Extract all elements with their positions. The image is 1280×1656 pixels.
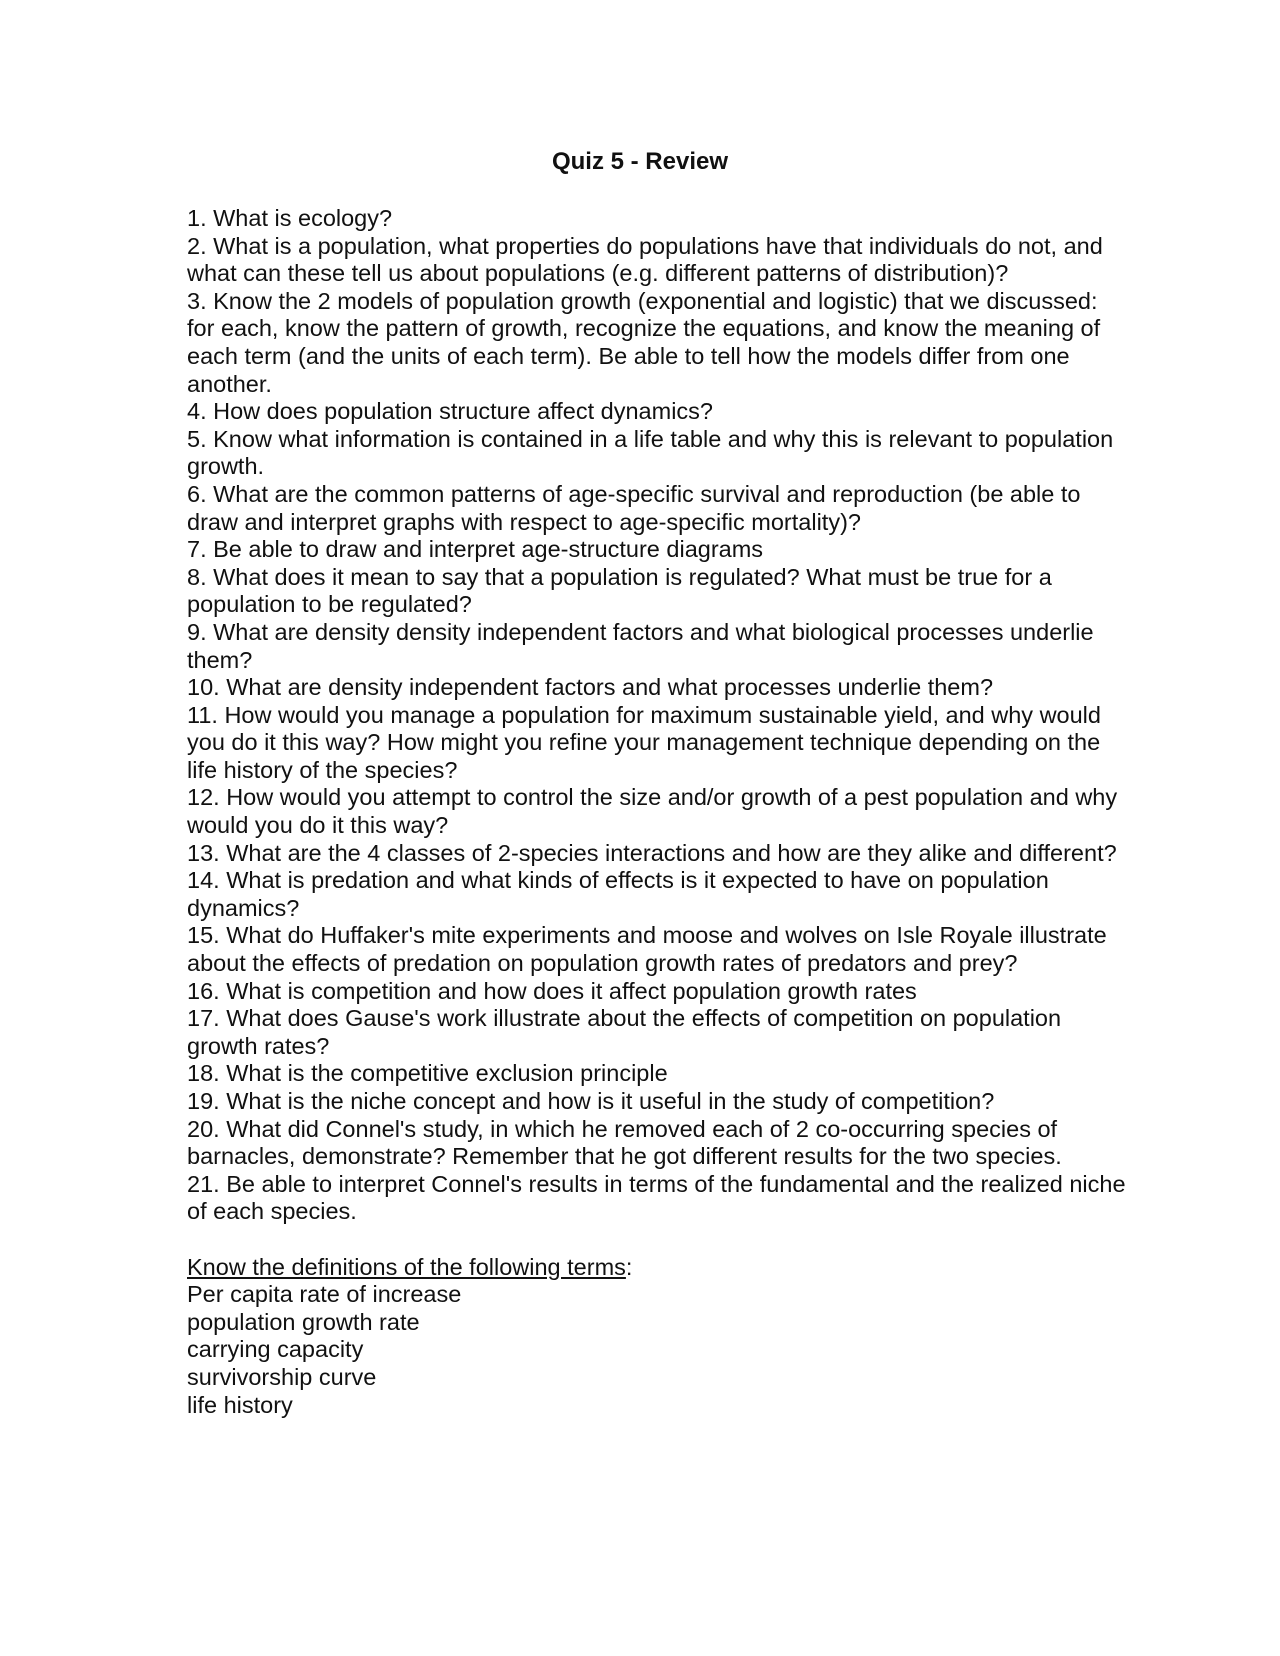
page-title: Quiz 5 - Review — [551, 148, 729, 175]
question-item: 9. What are density density independent factors and what biological processes underlie them? — [187, 618, 1094, 673]
question-item: 12. How would you attempt to control the size and/or growth of a pest population and why would you do it this way? — [187, 784, 1118, 839]
question-item: 15. What do Huffaker's mite experiments and moose and wolves on Isle Royale illustrate about the effects of predation on population growth rates of predators and prey? — [187, 922, 1107, 977]
question-list — [187, 205, 1127, 1419]
term-item: Per capita rate of increase — [187, 1281, 462, 1308]
question-item: 11. How would you manage a population for maximum sustainable yield, and why would you do it this way? How might you refine your management technique depending on the life history of the species? — [187, 701, 1101, 783]
question-item: 2. What is a population, what properties do populations have that individuals do not, and what can these tell us about populations (e.g. different patterns of distribution)? — [187, 232, 1103, 287]
question-item: 19. What is the niche concept and how is it useful in the study of competition? — [187, 1088, 995, 1114]
terms-heading-text: Know the definitions of the following terms — [187, 1253, 626, 1280]
question-item: 18. What is the competitive exclusion principle — [187, 1060, 668, 1087]
term-item: population growth rate — [187, 1308, 420, 1335]
question-item: 10. What are density independent factors and what processes underlie them? — [187, 674, 994, 701]
question-item: 8. What does it mean to say that a population is regulated? What must be true for a population to be regulated? — [187, 563, 1052, 618]
question-item: 1. What is ecology? — [187, 205, 393, 231]
question-item: 7. Be able to draw and interpret age-structure diagrams — [187, 536, 764, 563]
question-item: 4. How does population structure affect dynamics? — [187, 398, 713, 425]
section-spacer — [187, 1226, 1127, 1254]
terms-heading-colon: : — [625, 1253, 633, 1280]
term-item: life history — [187, 1391, 293, 1418]
question-item: 13. What are the 4 classes of 2-species interactions and how are they alike and different? — [187, 839, 1117, 866]
question-item: 17. What does Gause's work illustrate about the effects of competition on population growth rates? — [187, 1005, 1062, 1059]
terms-heading — [187, 1254, 1127, 1282]
question-item: 6. What are the common patterns of age-specific survival and reproduction (be able to draw and interpret graphs with respect to age-specific mortality)? — [187, 480, 1081, 535]
term-item: survivorship curve — [187, 1363, 377, 1390]
question-item: 5. Know what information is contained in a life table and why this is relevant to population growth. — [187, 425, 1114, 480]
question-item: 20. What did Connel's study, in which he removed each of 2 co-occurring species of barnacles, demonstrate? Remember that he got different results for the two species. — [187, 1115, 1062, 1170]
question-item: 14. What is predation and what kinds of effects is it expected to have on population dynamics? — [187, 867, 1049, 921]
question-item: 16. What is competition and how does it affect population growth rates — [187, 977, 917, 1004]
term-item: carrying capacity — [187, 1336, 364, 1363]
question-item: 3. Know the 2 models of population growth (exponential and logistic) that we discussed: for each, know the pattern of growth, recognize the equations, and know the meaning of each term (and the units of each term). Be able to tell how the models differ from one another. — [187, 287, 1101, 397]
question-item: 21. Be able to interpret Connel's results in terms of the fundamental and the realized niche of each species. — [187, 1170, 1126, 1225]
